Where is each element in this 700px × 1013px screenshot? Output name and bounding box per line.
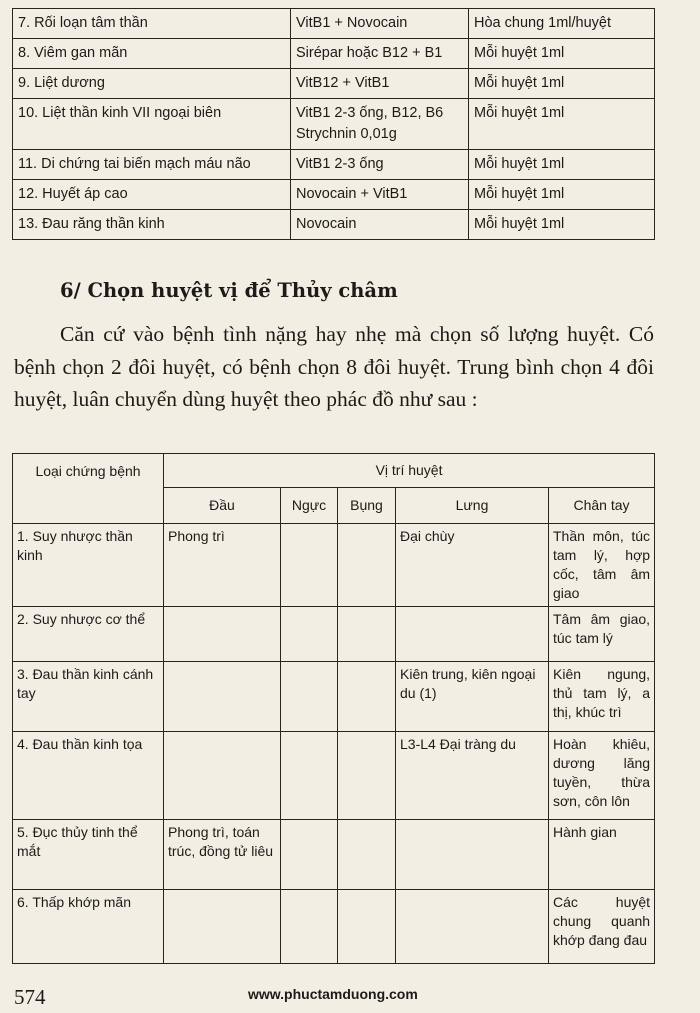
cell-head <box>164 890 281 964</box>
header-disease: Loại chứng bệnh <box>13 454 164 524</box>
cell-medication: VitB1 + Novocain <box>291 9 469 39</box>
cell-dosage: Mỗi huyệt 1ml <box>469 210 655 240</box>
cell-medication: Novocain <box>291 210 469 240</box>
section-heading: 6/ Chọn huyệt vị để Thủy châm <box>60 279 398 302</box>
cell-medication: Sirépar hoặc B12 + B1 <box>291 39 469 69</box>
cell-disease: 13. Đau răng thần kinh <box>13 210 291 240</box>
page-number: 574 <box>14 985 46 1009</box>
cell-back: Đại chùy <box>396 524 549 607</box>
cell-chest <box>281 607 338 662</box>
cell-disease: 5. Đục thủy tinh thể mắt <box>13 820 164 890</box>
table-row <box>13 607 655 662</box>
cell-abdomen <box>338 732 396 820</box>
table-row <box>13 210 655 240</box>
cell-limbs: Kiên ngung, thủ tam lý, a thị, khúc trì <box>549 662 655 732</box>
cell-disease: 2. Suy nhược cơ thể <box>13 607 164 662</box>
cell-limbs: Tâm âm giao, túc tam lý <box>549 607 655 662</box>
table-row <box>13 662 655 732</box>
acupoint-table <box>12 453 655 964</box>
cell-dosage: Mỗi huyệt 1ml <box>469 69 655 99</box>
cell-limbs: Thần môn, túc tam lý, hợp cốc, tâm âm giao <box>549 524 655 607</box>
cell-head <box>164 732 281 820</box>
cell-chest <box>281 890 338 964</box>
paragraph-text: Căn cứ vào bệnh tình nặng hay nhẹ mà chọn số lượng huyệt. Có bệnh chọn 2 đôi huyệt, có bệnh chọn 8 đôi huyệt. Trung bình chọn 4 đôi huyệt, luân chuyển dùng huyệt theo phác đồ như sau : <box>14 322 654 411</box>
table-row <box>13 150 655 180</box>
table-row <box>13 820 655 890</box>
cell-disease: 10. Liệt thần kinh VII ngoại biên <box>13 99 291 150</box>
cell-disease: 12. Huyết áp cao <box>13 180 291 210</box>
cell-chest <box>281 662 338 732</box>
cell-limbs: Các huyệt chung quanh khớp đang đau <box>549 890 655 964</box>
cell-back: L3-L4 Đại tràng du <box>396 732 549 820</box>
cell-head: Phong trì <box>164 524 281 607</box>
table-row <box>13 69 655 99</box>
subheader-cell: Lưng <box>396 488 549 524</box>
cell-chest <box>281 732 338 820</box>
cell-disease: 11. Di chứng tai biến mạch máu não <box>13 150 291 180</box>
cell-disease: 8. Viêm gan mãn <box>13 39 291 69</box>
cell-disease: 6. Thấp khớp mãn <box>13 890 164 964</box>
cell-abdomen <box>338 662 396 732</box>
cell-dosage: Mỗi huyệt 1ml <box>469 180 655 210</box>
cell-chest <box>281 820 338 890</box>
cell-dosage: Mỗi huyệt 1ml <box>469 150 655 180</box>
cell-medication: VitB12 + VitB1 <box>291 69 469 99</box>
section-paragraph <box>14 318 654 416</box>
cell-disease: 1. Suy nhược thần kinh <box>13 524 164 607</box>
cell-abdomen <box>338 820 396 890</box>
cell-disease: 3. Đau thần kinh cánh tay <box>13 662 164 732</box>
table-row <box>13 99 655 150</box>
cell-limbs: Hành gian <box>549 820 655 890</box>
table-row <box>13 39 655 69</box>
cell-dosage: Hòa chung 1ml/huyệt <box>469 9 655 39</box>
subheader-cell: Chân tay <box>549 488 655 524</box>
cell-disease: 7. Rối loạn tâm thần <box>13 9 291 39</box>
dosage-table <box>12 8 655 240</box>
cell-dosage: Mỗi huyệt 1ml <box>469 99 655 150</box>
cell-chest <box>281 524 338 607</box>
table-row <box>13 524 655 607</box>
cell-head: Phong trì, toán trúc, đồng tử liêu <box>164 820 281 890</box>
cell-medication: VitB1 2-3 ống, B12, B6 Strychnin 0,01g <box>291 99 469 150</box>
subheader-cell: Bụng <box>338 488 396 524</box>
cell-medication: Novocain + VitB1 <box>291 180 469 210</box>
cell-limbs: Hoàn khiêu, dương lăng tuyền, thừa sơn, côn lôn <box>549 732 655 820</box>
cell-head <box>164 607 281 662</box>
cell-head <box>164 662 281 732</box>
cell-disease: 4. Đau thần kinh tọa <box>13 732 164 820</box>
table-row <box>13 732 655 820</box>
table-row <box>13 180 655 210</box>
cell-back <box>396 890 549 964</box>
table-row <box>13 890 655 964</box>
cell-abdomen <box>338 890 396 964</box>
cell-medication: VitB1 2-3 ống <box>291 150 469 180</box>
cell-disease: 9. Liệt dương <box>13 69 291 99</box>
subheader-cell: Ngực <box>281 488 338 524</box>
header-acupoint-location: Vị trí huyệt <box>164 454 655 488</box>
cell-back: Kiên trung, kiên ngoại du (1) <box>396 662 549 732</box>
subheader-cell: Đầu <box>164 488 281 524</box>
footer-url: www.phuctamduong.com <box>248 986 418 1002</box>
table-row <box>13 9 655 39</box>
cell-dosage: Mỗi huyệt 1ml <box>469 39 655 69</box>
cell-back <box>396 607 549 662</box>
cell-abdomen <box>338 607 396 662</box>
cell-back <box>396 820 549 890</box>
cell-abdomen <box>338 524 396 607</box>
